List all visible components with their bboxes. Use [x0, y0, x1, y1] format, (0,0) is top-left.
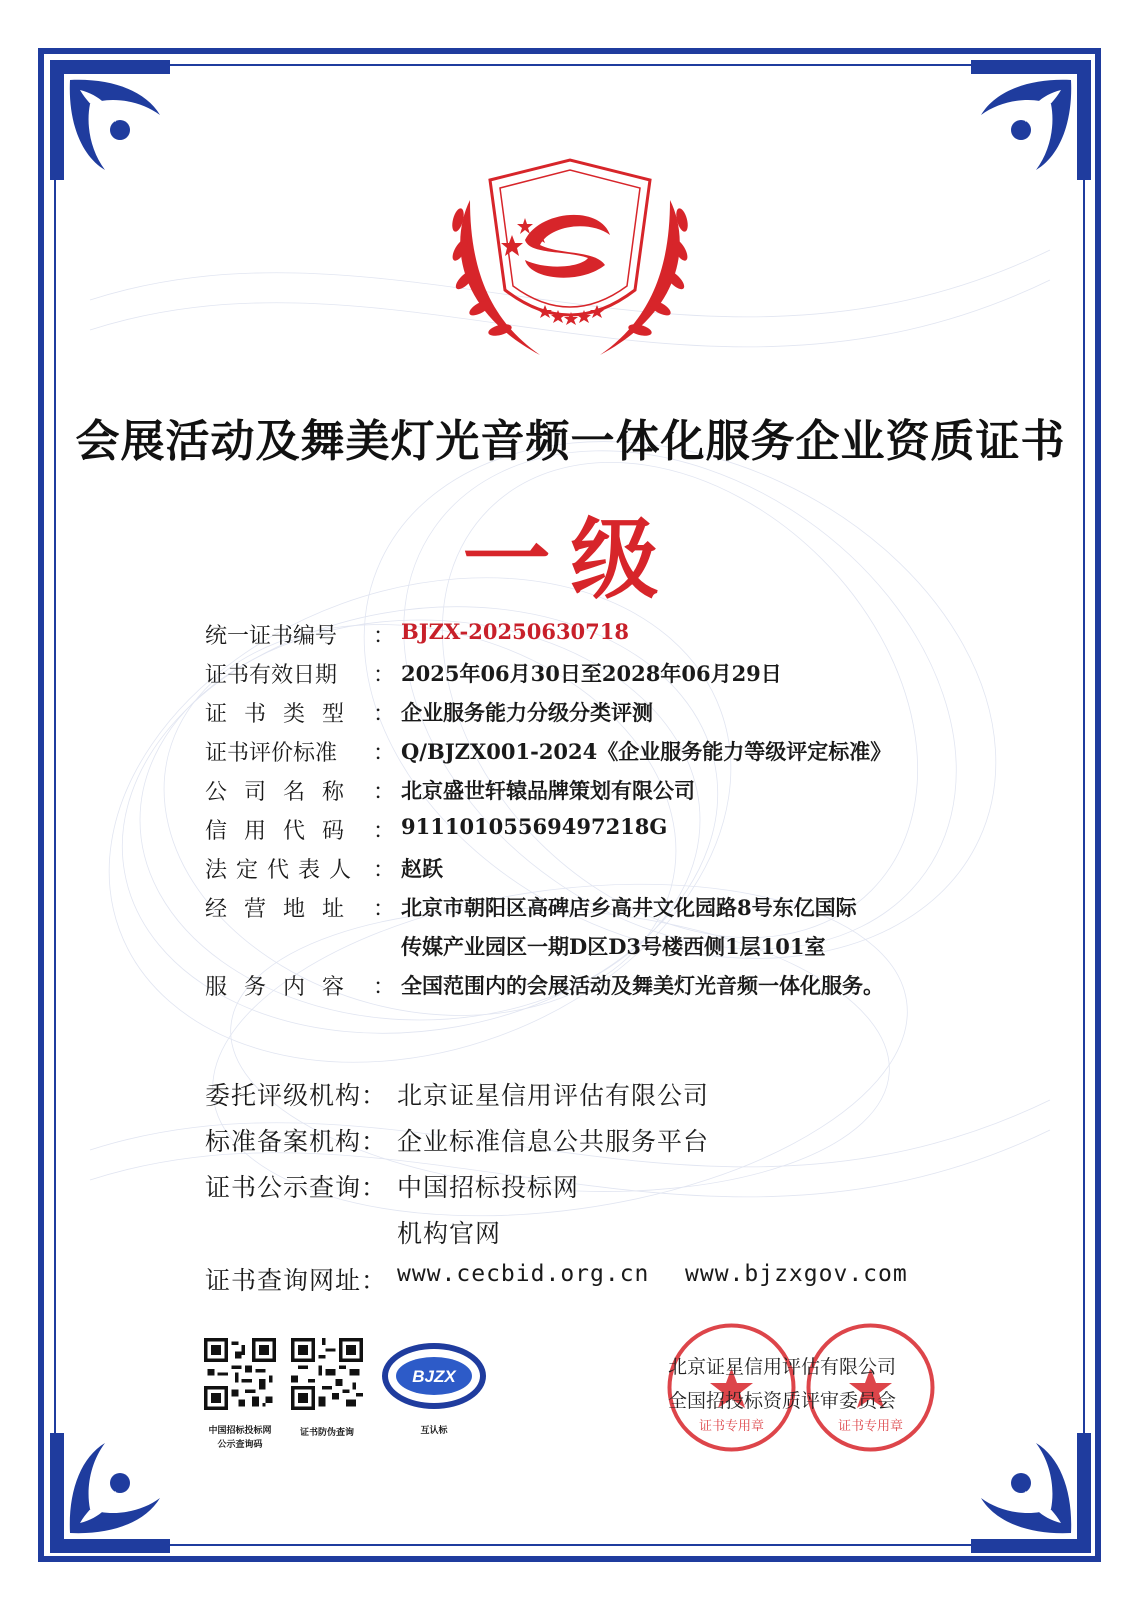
seal-issuer-right: 全国招投标资质评审委员会 [668, 1390, 897, 1412]
field-colon: ： [373, 858, 396, 883]
corner-ornament-icon [971, 60, 1091, 180]
field-label: 证书有效日期 [205, 663, 338, 688]
seal-stamp-text: 证书专用章 [698, 1419, 765, 1434]
issuer-value: 企业标准信息公共服务平台 [397, 1127, 710, 1156]
field-colon: ： [373, 897, 396, 922]
field-label: 法定代表人 [205, 858, 361, 883]
field-label: 证书评价标准 [205, 741, 338, 766]
bjzx-logo-icon [378, 1340, 490, 1412]
qr-caption [194, 1424, 286, 1452]
field-colon: ： [373, 975, 396, 1000]
field-value: 2025年06月30日至2028年06月29日 [401, 661, 782, 686]
corner-ornament-icon [971, 1433, 1091, 1553]
certificate-title: 会展活动及舞美灯光音频一体化服务企业资质证书 [75, 416, 1066, 467]
issuer-value: 北京证星信用评估有限公司 [397, 1081, 710, 1110]
field-colon: ： [373, 702, 396, 727]
issuer-value: 中国招标投标网 [397, 1173, 580, 1202]
query-url-link[interactable]: www.bjzxgov.com [685, 1261, 908, 1287]
qr-caption: 证书防伪查询 [299, 1428, 354, 1438]
field-colon: ： [373, 663, 396, 688]
issuer-value: 机构官网 [397, 1219, 502, 1248]
field-label: 统一证书编号 [205, 624, 338, 649]
field-value: 赵跃 [401, 856, 443, 881]
field-value: BJZX-20250630718 [401, 619, 630, 644]
shield-emblem-icon [430, 140, 710, 375]
field-label: 经营地址 [205, 897, 362, 922]
qr-caption-line: 中国招标投标网 [208, 1426, 272, 1436]
field-label: 服务内容 [205, 975, 362, 1000]
field-value: 北京市朝阳区高碑店乡高井文化园路8号东亿国际 [401, 895, 857, 920]
field-value: 北京盛世轩辕品牌策划有限公司 [401, 778, 695, 803]
field-value: 91110105569497218G [401, 814, 668, 839]
issuer-label: 证书查询网址： [205, 1266, 388, 1295]
corner-ornament-icon [50, 1433, 170, 1553]
qr-caption-line: 公示查询码 [217, 1440, 263, 1450]
qr-code-icon[interactable] [204, 1338, 276, 1410]
certificate-grade: 一级 [462, 507, 679, 611]
issuer-label: 标准备案机构： [205, 1127, 388, 1156]
logo-caption: 互认标 [420, 1426, 448, 1436]
seal-issuer-left: 北京证星信用评估有限公司 [668, 1356, 897, 1378]
field-label: 公司名称 [205, 780, 362, 805]
field-colon: ： [373, 819, 396, 844]
field-value: 传媒产业园区一期D区D3号楼西侧1层101室 [401, 934, 826, 959]
field-colon: ： [373, 780, 396, 805]
query-url-link[interactable]: www.cecbid.org.cn [397, 1261, 650, 1287]
field-value: Q/BJZX001-2024《企业服务能力等级评定标准》 [401, 739, 892, 764]
logo-text: BJZX [412, 1367, 456, 1386]
field-colon: ： [373, 624, 396, 649]
qr-code-icon[interactable] [291, 1338, 363, 1410]
issuer-label: 委托评级机构： [205, 1081, 388, 1110]
field-label: 证书类型 [205, 702, 362, 727]
issuer-label: 证书公示查询： [205, 1173, 388, 1202]
seal-stamp-text: 证书专用章 [837, 1419, 904, 1434]
field-value: 全国范围内的会展活动及舞美灯光音频一体化服务。 [401, 973, 884, 998]
field-colon: ： [373, 741, 396, 766]
field-label: 信用代码 [205, 819, 362, 844]
corner-ornament-icon [50, 60, 170, 180]
field-value: 企业服务能力分级分类评测 [401, 700, 653, 725]
